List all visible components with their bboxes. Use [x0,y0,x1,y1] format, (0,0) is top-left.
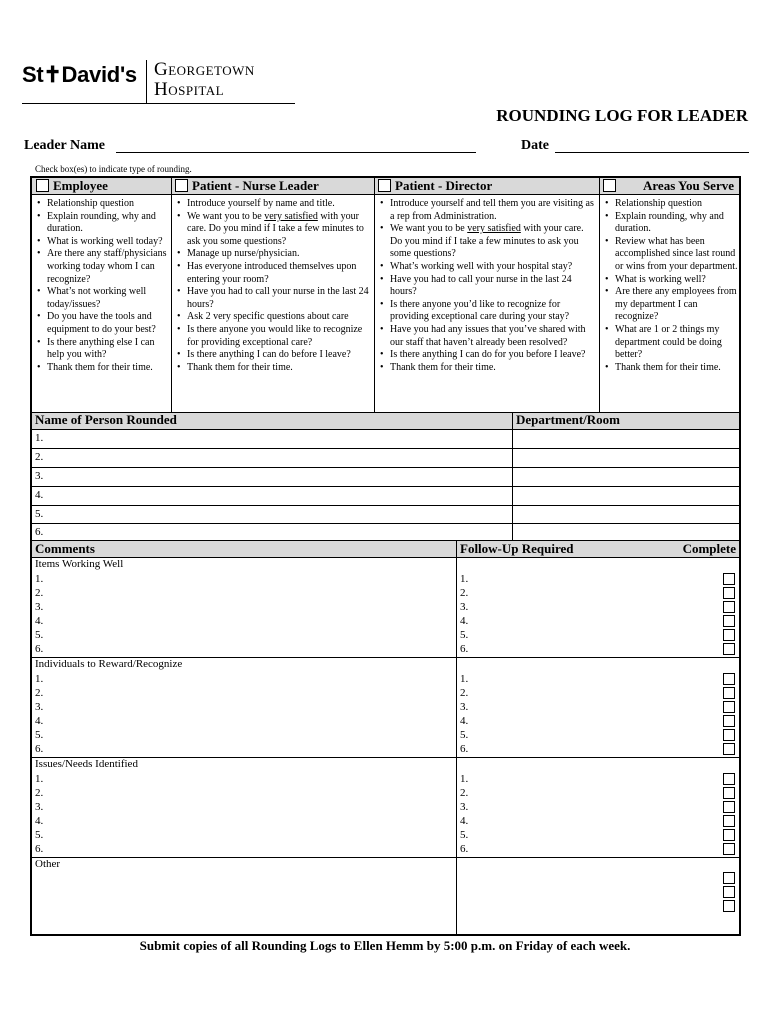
complete-checkbox[interactable] [723,629,735,641]
list-item: 4. [460,615,469,627]
list-item: 6. [460,743,469,755]
list-item: • Has everyone introduced themselves upon entering your room? [174,261,372,286]
comment-number-list [35,672,43,756]
comment-number-list [35,572,43,656]
complete-checkbox[interactable] [723,743,735,755]
list-item: • Do you have the tools and equipment to do your best? [34,311,170,336]
georgetown-hospital-logo [154,60,255,100]
list-item: 1. [460,673,469,685]
list-item: 3. [460,701,469,713]
list-item: 4. [35,615,44,627]
patient-director-questions [377,198,597,374]
list-item: 6. [460,643,469,655]
list-item: • We want you to be very satisfied with your care. Do you mind if I take a few minutes to ask you some questions? [174,211,372,249]
complete-checkbox[interactable] [723,872,735,884]
patient-director-checkbox[interactable] [378,179,391,192]
list-item: • We want you to be very satisfied with your care. Do you mind if I take a few minutes to ask you some questions? [377,223,597,261]
divider [32,448,739,449]
type-employee-label: Employee [53,178,108,193]
footer-instruction: Submit copies of all Rounding Logs to Ellen Hemm by 5:00 p.m. on Friday of each week. [139,938,631,953]
list-item: • Introduce yourself by name and title. [174,198,372,211]
follow-up-number-list [460,672,468,756]
list-item: • Thank them for their time. [34,362,170,375]
divider [32,857,739,858]
divider [32,557,739,558]
list-item: 3. [460,801,469,813]
complete-checkbox[interactable] [723,687,735,699]
list-item: • Relationship question [34,198,170,211]
list-item: • Explain rounding, why and duration. [34,211,170,236]
other-label: Other [35,858,61,870]
form-title: ROUNDING LOG FOR LEADER [496,106,748,125]
list-item: • Manage up nurse/physician. [174,248,372,261]
list-item: 2. [35,687,44,699]
person-row-2[interactable]: 2. [35,451,44,463]
areas-you-serve-questions [602,198,739,374]
comment-number-list [35,772,43,856]
items-working-well-label: Items Working Well [35,558,124,570]
list-item: 2. [35,587,44,599]
list-item: • Are there any employees from my department I can recognize? [602,286,739,324]
list-item: • Relationship question [602,198,739,211]
list-item: • What’s working well with your hospital stay? [377,261,597,274]
issues-needs-label: Issues/Needs Identified [35,758,138,770]
list-item: • What is working well today? [34,236,170,249]
individuals-to-recognize-label: Individuals to Reward/Recognize [35,658,183,670]
person-row-5[interactable]: 5. [35,508,44,520]
patient-nurse-leader-checkbox[interactable] [175,179,188,192]
list-item: • What are 1 or 2 things my department could be doing better? [602,324,739,362]
comments-header: Comments [35,541,95,556]
list-item: 5. [460,829,469,841]
list-item: 1. [35,773,44,785]
person-row-6[interactable]: 6. [35,526,44,538]
type-employee[interactable] [36,178,108,194]
list-item: • Review what has been accomplished since last round or wins from your department. [602,236,739,274]
list-item: 6. [35,643,44,655]
divider [32,523,739,524]
complete-checkbox[interactable] [723,673,735,685]
comments-header-bar [32,541,739,557]
check-instruction: Check box(es) to indicate type of rounding. [35,164,192,174]
patient-nurse-leader-questions [174,198,372,374]
follow-up-header: Follow-Up Required [460,541,574,556]
list-item: • Explain rounding, why and duration. [602,211,739,236]
list-item: 3. [35,801,44,813]
leader-name-field[interactable] [116,152,476,153]
complete-checkbox[interactable] [723,601,735,613]
areas-you-serve-checkbox[interactable] [603,179,616,192]
list-item: 2. [460,687,469,699]
list-item: • Thank them for their time. [377,362,597,375]
type-patient-director-label: Patient - Director [395,178,493,193]
divider [32,505,739,506]
complete-checkbox[interactable] [723,701,735,713]
complete-checkbox[interactable] [723,573,735,585]
list-item: • Have you had any issues that you’ve shared with our staff that haven’t already been resolved? [377,324,597,349]
list-item: • Thank them for their time. [602,362,739,375]
divider [512,412,513,540]
list-item: • Are there any staff/physicians working today whom I can recognize? [34,248,170,286]
list-item: 1. [460,773,469,785]
divider [32,757,739,758]
complete-checkbox[interactable] [723,886,735,898]
list-item: • Is there anything I can do for you before I leave? [377,349,597,362]
complete-checkbox[interactable] [723,787,735,799]
list-item: • Is there anyone you’d like to recognize for providing exceptional care during your stay? [377,299,597,324]
divider [456,540,457,934]
name-of-person-header: Name of Person Rounded [35,412,177,427]
list-item: • Have you had to call your nurse in the last 24 hours? [377,274,597,299]
date-label: Date [521,138,549,153]
list-item: 5. [35,729,44,741]
type-areas-you-serve[interactable] [603,178,739,194]
list-item: • Thank them for their time. [174,362,372,375]
list-item: 5. [35,629,44,641]
list-item: 4. [460,815,469,827]
list-item: 5. [460,629,469,641]
complete-checkbox[interactable] [723,773,735,785]
divider [32,429,739,430]
complete-checkbox[interactable] [723,729,735,741]
follow-up-number-list [460,572,468,656]
divider [32,194,739,195]
rounding-form [30,176,741,936]
list-item: 1. [460,573,469,585]
complete-checkbox[interactable] [723,715,735,727]
logo-line1: Georgetown [154,59,255,80]
list-item: • Have you had to call your nurse in the last 24 hours? [174,286,372,311]
list-item: • What’s not working well today/issues? [34,286,170,311]
divider [599,178,600,412]
type-areas-you-serve-label: Areas You Serve [643,178,734,193]
complete-checkbox[interactable] [723,643,735,655]
list-item: 4. [35,815,44,827]
list-item: 2. [35,787,44,799]
list-item: 6. [460,843,469,855]
person-row-4[interactable]: 4. [35,489,44,501]
complete-checkbox[interactable] [723,801,735,813]
list-item: 2. [460,587,469,599]
list-item: 5. [35,829,44,841]
employee-questions [34,198,170,374]
logo-line2: Hospital [154,79,225,100]
list-item: • Is there anyone you would like to recognize for providing exceptional care? [174,324,372,349]
complete-header: Complete [682,541,736,556]
complete-checkbox[interactable] [723,815,735,827]
list-item: 4. [460,715,469,727]
list-item: • Is there anything I can do before I leave? [174,349,372,362]
complete-checkbox[interactable] [723,587,735,599]
department-room-header: Department/Room [516,412,620,427]
follow-up-number-list [460,772,468,856]
list-item: • Ask 2 very specific questions about care [174,311,372,324]
date-field[interactable] [555,152,749,153]
divider [171,178,172,412]
list-item: • Is there anything else I can help you with? [34,337,170,362]
leader-name-label: Leader Name [24,138,105,153]
list-item: 1. [35,673,44,685]
list-item: 2. [460,787,469,799]
list-item: 1. [35,573,44,585]
complete-checkbox[interactable] [723,829,735,841]
type-patient-nurse-leader[interactable] [175,178,319,194]
list-item: 4. [35,715,44,727]
list-item: 5. [460,729,469,741]
complete-checkbox[interactable] [723,843,735,855]
list-item: • What is working well? [602,274,739,287]
person-row-1[interactable]: 1. [35,432,44,444]
list-item: • Introduce yourself and tell them you are visiting as a rep from Administration. [377,198,597,223]
divider [32,467,739,468]
logo-underline [22,103,295,104]
list-item: 6. [35,843,44,855]
type-patient-nurse-leader-label: Patient - Nurse Leader [192,178,319,193]
employee-checkbox[interactable] [36,179,49,192]
logo-divider [146,60,147,104]
list-item: 3. [460,601,469,613]
complete-checkbox[interactable] [723,615,735,627]
complete-checkbox[interactable] [723,900,735,912]
list-item: 3. [35,701,44,713]
st-davids-logo: St✝David's [22,62,137,87]
list-item: 6. [35,743,44,755]
type-patient-director[interactable] [378,178,492,194]
divider [32,486,739,487]
person-row-3[interactable]: 3. [35,470,44,482]
divider [374,178,375,412]
list-item: 3. [35,601,44,613]
